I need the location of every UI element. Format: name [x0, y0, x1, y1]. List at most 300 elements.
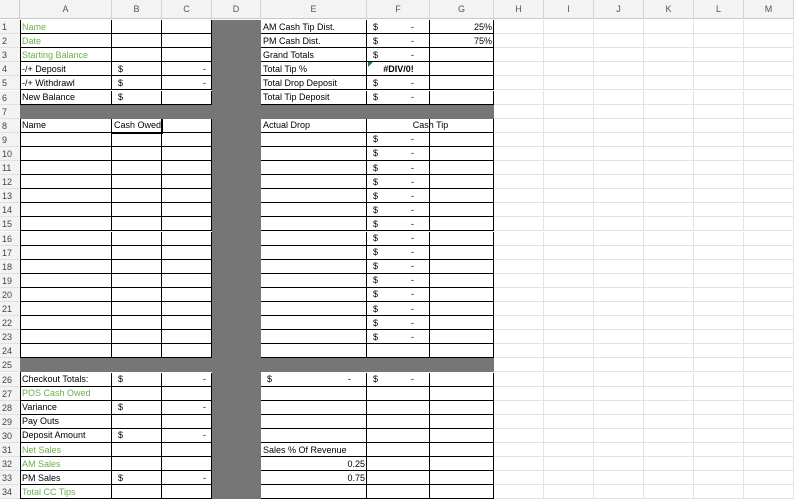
- cell-j34[interactable]: [594, 485, 644, 499]
- table-cell-a21[interactable]: [20, 302, 112, 316]
- cell-k28[interactable]: [644, 401, 694, 415]
- cell-j7[interactable]: [594, 105, 644, 119]
- cell-k5[interactable]: [644, 76, 694, 90]
- table-cell-c18[interactable]: [162, 260, 212, 274]
- table-cell-c34[interactable]: [162, 485, 212, 499]
- table-cell-g5[interactable]: [430, 76, 494, 90]
- table-cell-b18[interactable]: [112, 260, 162, 274]
- cell-i30[interactable]: [544, 429, 594, 443]
- row-header-31[interactable]: 31: [0, 443, 20, 457]
- cell-l8[interactable]: [694, 119, 744, 133]
- table-cell-c8[interactable]: [162, 119, 212, 133]
- cell-m34[interactable]: [744, 485, 794, 499]
- cell-i8[interactable]: [544, 119, 594, 133]
- table-cell-c6[interactable]: [162, 91, 212, 105]
- table-cell-g33[interactable]: [430, 471, 494, 485]
- cell-k17[interactable]: [644, 246, 694, 260]
- cell-m4[interactable]: [744, 62, 794, 76]
- table-cell-e21[interactable]: [261, 302, 367, 316]
- column-header-e[interactable]: E: [261, 0, 367, 19]
- cell-l19[interactable]: [694, 274, 744, 288]
- cell-l31[interactable]: [694, 443, 744, 457]
- row-header-30[interactable]: 30: [0, 429, 20, 443]
- table-cell-g31[interactable]: [430, 443, 494, 457]
- cell-i12[interactable]: [544, 175, 594, 189]
- table-cell-b1[interactable]: [112, 20, 162, 34]
- cell-l23[interactable]: [694, 330, 744, 344]
- cell-l21[interactable]: [694, 302, 744, 316]
- cell-j1[interactable]: [594, 20, 644, 34]
- table-cell-b14[interactable]: [112, 203, 162, 217]
- cell-i22[interactable]: [544, 316, 594, 330]
- row-header-22[interactable]: 22: [0, 316, 20, 330]
- cell-i23[interactable]: [544, 330, 594, 344]
- table-cell-b15[interactable]: [112, 217, 162, 231]
- table-cell-c14[interactable]: [162, 203, 212, 217]
- table-cell-e34[interactable]: [261, 485, 367, 499]
- table-cell-e29[interactable]: [261, 415, 367, 429]
- table-cell-e30[interactable]: [261, 429, 367, 443]
- cell-h2[interactable]: [494, 34, 544, 48]
- cell-h17[interactable]: [494, 246, 544, 260]
- table-cell-c13[interactable]: [162, 189, 212, 203]
- cell-l27[interactable]: [694, 387, 744, 401]
- cell-l16[interactable]: [694, 232, 744, 246]
- cell-m32[interactable]: [744, 457, 794, 471]
- cell-i27[interactable]: [544, 387, 594, 401]
- cell-i6[interactable]: [544, 91, 594, 105]
- table-cell-e28[interactable]: [261, 401, 367, 415]
- table-cell-e10[interactable]: [261, 147, 367, 161]
- table-cell-b11[interactable]: [112, 161, 162, 175]
- table-cell-b9[interactable]: [112, 133, 162, 147]
- cell-m10[interactable]: [744, 147, 794, 161]
- table-cell-f34[interactable]: [367, 485, 430, 499]
- cell-m17[interactable]: [744, 246, 794, 260]
- cell-j10[interactable]: [594, 147, 644, 161]
- cell-l13[interactable]: [694, 189, 744, 203]
- cell-h1[interactable]: [494, 20, 544, 34]
- cell-h8[interactable]: [494, 119, 544, 133]
- cell-j31[interactable]: [594, 443, 644, 457]
- table-cell-e12[interactable]: [261, 175, 367, 189]
- table-cell-a16[interactable]: [20, 232, 112, 246]
- cell-i21[interactable]: [544, 302, 594, 316]
- row-header-12[interactable]: 12: [0, 175, 20, 189]
- cell-j5[interactable]: [594, 76, 644, 90]
- table-cell-f33[interactable]: [367, 471, 430, 485]
- table-cell-c24[interactable]: [162, 344, 212, 358]
- cell-l17[interactable]: [694, 246, 744, 260]
- table-cell-c2[interactable]: [162, 34, 212, 48]
- cell-l28[interactable]: [694, 401, 744, 415]
- table-cell-g29[interactable]: [430, 415, 494, 429]
- cell-h33[interactable]: [494, 471, 544, 485]
- cell-i1[interactable]: [544, 20, 594, 34]
- table-cell-b23[interactable]: [112, 330, 162, 344]
- row-header-17[interactable]: 17: [0, 246, 20, 260]
- cell-l34[interactable]: [694, 485, 744, 499]
- row-header-6[interactable]: 6: [0, 91, 20, 105]
- cell-m29[interactable]: [744, 415, 794, 429]
- row-header-19[interactable]: 19: [0, 274, 20, 288]
- cell-h19[interactable]: [494, 274, 544, 288]
- table-cell-a11[interactable]: [20, 161, 112, 175]
- table-cell-g30[interactable]: [430, 429, 494, 443]
- table-cell-b31[interactable]: [112, 443, 162, 457]
- cell-i4[interactable]: [544, 62, 594, 76]
- cell-i29[interactable]: [544, 415, 594, 429]
- row-header-5[interactable]: 5: [0, 76, 20, 90]
- cell-i9[interactable]: [544, 133, 594, 147]
- cell-l10[interactable]: [694, 147, 744, 161]
- table-cell-b32[interactable]: [112, 457, 162, 471]
- table-cell-e15[interactable]: [261, 217, 367, 231]
- cell-k11[interactable]: [644, 161, 694, 175]
- cell-j23[interactable]: [594, 330, 644, 344]
- cell-m8[interactable]: [744, 119, 794, 133]
- row-header-10[interactable]: 10: [0, 147, 20, 161]
- cell-k1[interactable]: [644, 20, 694, 34]
- row-header-23[interactable]: 23: [0, 330, 20, 344]
- cell-k26[interactable]: [644, 373, 694, 387]
- table-cell-f32[interactable]: [367, 457, 430, 471]
- table-cell-c17[interactable]: [162, 246, 212, 260]
- table-cell-g26[interactable]: [430, 373, 494, 387]
- cell-m22[interactable]: [744, 316, 794, 330]
- table-cell-g13[interactable]: [430, 189, 494, 203]
- table-cell-a17[interactable]: [20, 246, 112, 260]
- cell-h18[interactable]: [494, 260, 544, 274]
- cell-h15[interactable]: [494, 217, 544, 231]
- cell-h3[interactable]: [494, 48, 544, 62]
- cell-m15[interactable]: [744, 217, 794, 231]
- cell-m24[interactable]: [744, 344, 794, 358]
- column-header-j[interactable]: J: [594, 0, 644, 19]
- table-cell-e24[interactable]: [261, 344, 367, 358]
- cell-m33[interactable]: [744, 471, 794, 485]
- cell-k30[interactable]: [644, 429, 694, 443]
- cell-h12[interactable]: [494, 175, 544, 189]
- cell-m12[interactable]: [744, 175, 794, 189]
- row-header-24[interactable]: 24: [0, 344, 20, 358]
- column-header-k[interactable]: K: [644, 0, 694, 19]
- table-cell-c27[interactable]: [162, 387, 212, 401]
- table-cell-c3[interactable]: [162, 48, 212, 62]
- cell-k18[interactable]: [644, 260, 694, 274]
- cell-i18[interactable]: [544, 260, 594, 274]
- cell-h26[interactable]: [494, 373, 544, 387]
- cell-j29[interactable]: [594, 415, 644, 429]
- cell-m28[interactable]: [744, 401, 794, 415]
- cell-h24[interactable]: [494, 344, 544, 358]
- row-header-33[interactable]: 33: [0, 471, 20, 485]
- cell-k24[interactable]: [644, 344, 694, 358]
- cell-k21[interactable]: [644, 302, 694, 316]
- cell-j22[interactable]: [594, 316, 644, 330]
- table-cell-c11[interactable]: [162, 161, 212, 175]
- cell-k29[interactable]: [644, 415, 694, 429]
- cell-m25[interactable]: [744, 358, 794, 372]
- cell-j28[interactable]: [594, 401, 644, 415]
- cell-i20[interactable]: [544, 288, 594, 302]
- table-cell-g24[interactable]: [430, 344, 494, 358]
- row-header-3[interactable]: 3: [0, 48, 20, 62]
- cell-h32[interactable]: [494, 457, 544, 471]
- cell-h13[interactable]: [494, 189, 544, 203]
- cell-j2[interactable]: [594, 34, 644, 48]
- cell-j25[interactable]: [594, 358, 644, 372]
- cell-l4[interactable]: [694, 62, 744, 76]
- table-cell-e11[interactable]: [261, 161, 367, 175]
- table-cell-g18[interactable]: [430, 260, 494, 274]
- cell-j11[interactable]: [594, 161, 644, 175]
- row-header-7[interactable]: 7: [0, 105, 20, 119]
- table-cell-b2[interactable]: [112, 34, 162, 48]
- cell-m20[interactable]: [744, 288, 794, 302]
- cell-h9[interactable]: [494, 133, 544, 147]
- row-header-15[interactable]: 15: [0, 217, 20, 231]
- table-cell-c16[interactable]: [162, 232, 212, 246]
- table-cell-c19[interactable]: [162, 274, 212, 288]
- cell-h4[interactable]: [494, 62, 544, 76]
- column-header-l[interactable]: L: [694, 0, 744, 19]
- table-cell-g14[interactable]: [430, 203, 494, 217]
- cell-j18[interactable]: [594, 260, 644, 274]
- table-cell-a22[interactable]: [20, 316, 112, 330]
- table-cell-f29[interactable]: [367, 415, 430, 429]
- table-cell-c9[interactable]: [162, 133, 212, 147]
- cell-l26[interactable]: [694, 373, 744, 387]
- table-cell-g28[interactable]: [430, 401, 494, 415]
- table-cell-g21[interactable]: [430, 302, 494, 316]
- column-header-c[interactable]: C: [162, 0, 212, 19]
- cell-l22[interactable]: [694, 316, 744, 330]
- table-cell-g34[interactable]: [430, 485, 494, 499]
- table-cell-e17[interactable]: [261, 246, 367, 260]
- cell-h30[interactable]: [494, 429, 544, 443]
- cell-l25[interactable]: [694, 358, 744, 372]
- cell-m31[interactable]: [744, 443, 794, 457]
- cell-h16[interactable]: [494, 232, 544, 246]
- cell-k33[interactable]: [644, 471, 694, 485]
- cell-l33[interactable]: [694, 471, 744, 485]
- table-cell-b20[interactable]: [112, 288, 162, 302]
- cell-k25[interactable]: [644, 358, 694, 372]
- table-cell-g10[interactable]: [430, 147, 494, 161]
- row-header-18[interactable]: 18: [0, 260, 20, 274]
- table-cell-b17[interactable]: [112, 246, 162, 260]
- cell-m21[interactable]: [744, 302, 794, 316]
- cell-l1[interactable]: [694, 20, 744, 34]
- cell-k12[interactable]: [644, 175, 694, 189]
- cell-h5[interactable]: [494, 76, 544, 90]
- table-cell-c32[interactable]: [162, 457, 212, 471]
- table-cell-c20[interactable]: [162, 288, 212, 302]
- cell-k2[interactable]: [644, 34, 694, 48]
- cell-k22[interactable]: [644, 316, 694, 330]
- cell-k6[interactable]: [644, 91, 694, 105]
- cell-j30[interactable]: [594, 429, 644, 443]
- cell-i16[interactable]: [544, 232, 594, 246]
- table-cell-c15[interactable]: [162, 217, 212, 231]
- table-cell-g4[interactable]: [430, 62, 494, 76]
- cell-k9[interactable]: [644, 133, 694, 147]
- cell-k13[interactable]: [644, 189, 694, 203]
- cell-h6[interactable]: [494, 91, 544, 105]
- cell-k4[interactable]: [644, 62, 694, 76]
- table-cell-a15[interactable]: [20, 217, 112, 231]
- table-cell-g20[interactable]: [430, 288, 494, 302]
- table-cell-f27[interactable]: [367, 387, 430, 401]
- cell-h23[interactable]: [494, 330, 544, 344]
- cell-j15[interactable]: [594, 217, 644, 231]
- cell-m19[interactable]: [744, 274, 794, 288]
- cell-i25[interactable]: [544, 358, 594, 372]
- cell-m2[interactable]: [744, 34, 794, 48]
- cell-i17[interactable]: [544, 246, 594, 260]
- cell-j3[interactable]: [594, 48, 644, 62]
- cell-j33[interactable]: [594, 471, 644, 485]
- cell-m3[interactable]: [744, 48, 794, 62]
- cell-j17[interactable]: [594, 246, 644, 260]
- row-header-27[interactable]: 27: [0, 387, 20, 401]
- cell-i7[interactable]: [544, 105, 594, 119]
- table-cell-e20[interactable]: [261, 288, 367, 302]
- row-header-34[interactable]: 34: [0, 485, 20, 499]
- cell-l6[interactable]: [694, 91, 744, 105]
- cell-i11[interactable]: [544, 161, 594, 175]
- table-cell-g12[interactable]: [430, 175, 494, 189]
- table-cell-c21[interactable]: [162, 302, 212, 316]
- cell-h22[interactable]: [494, 316, 544, 330]
- cell-i10[interactable]: [544, 147, 594, 161]
- table-cell-g17[interactable]: [430, 246, 494, 260]
- cell-j12[interactable]: [594, 175, 644, 189]
- table-cell-b13[interactable]: [112, 189, 162, 203]
- cell-h31[interactable]: [494, 443, 544, 457]
- cell-i32[interactable]: [544, 457, 594, 471]
- table-cell-e18[interactable]: [261, 260, 367, 274]
- cell-l29[interactable]: [694, 415, 744, 429]
- cell-h21[interactable]: [494, 302, 544, 316]
- cell-j24[interactable]: [594, 344, 644, 358]
- row-header-28[interactable]: 28: [0, 401, 20, 415]
- row-header-20[interactable]: 20: [0, 288, 20, 302]
- cell-j13[interactable]: [594, 189, 644, 203]
- row-header-1[interactable]: 1: [0, 20, 20, 34]
- cell-m30[interactable]: [744, 429, 794, 443]
- cell-k34[interactable]: [644, 485, 694, 499]
- cell-l5[interactable]: [694, 76, 744, 90]
- table-cell-g23[interactable]: [430, 330, 494, 344]
- cell-h11[interactable]: [494, 161, 544, 175]
- cell-l3[interactable]: [694, 48, 744, 62]
- cell-m5[interactable]: [744, 76, 794, 90]
- cell-m23[interactable]: [744, 330, 794, 344]
- table-cell-e23[interactable]: [261, 330, 367, 344]
- table-cell-b16[interactable]: [112, 232, 162, 246]
- cell-l12[interactable]: [694, 175, 744, 189]
- cell-h10[interactable]: [494, 147, 544, 161]
- column-header-g[interactable]: G: [430, 0, 494, 19]
- row-header-9[interactable]: 9: [0, 133, 20, 147]
- cell-j6[interactable]: [594, 91, 644, 105]
- column-header-b[interactable]: B: [112, 0, 162, 19]
- cell-m13[interactable]: [744, 189, 794, 203]
- cell-j26[interactable]: [594, 373, 644, 387]
- cell-i5[interactable]: [544, 76, 594, 90]
- table-cell-c12[interactable]: [162, 175, 212, 189]
- table-cell-a20[interactable]: [20, 288, 112, 302]
- table-cell-g27[interactable]: [430, 387, 494, 401]
- cell-j19[interactable]: [594, 274, 644, 288]
- cell-k16[interactable]: [644, 232, 694, 246]
- table-cell-a24[interactable]: [20, 344, 112, 358]
- select-all-corner[interactable]: [0, 0, 20, 19]
- table-cell-g22[interactable]: [430, 316, 494, 330]
- cell-h14[interactable]: [494, 203, 544, 217]
- cell-l9[interactable]: [694, 133, 744, 147]
- cell-l14[interactable]: [694, 203, 744, 217]
- cell-i28[interactable]: [544, 401, 594, 415]
- cell-i31[interactable]: [544, 443, 594, 457]
- table-cell-e19[interactable]: [261, 274, 367, 288]
- cell-k7[interactable]: [644, 105, 694, 119]
- cell-l32[interactable]: [694, 457, 744, 471]
- cell-j16[interactable]: [594, 232, 644, 246]
- cell-l18[interactable]: [694, 260, 744, 274]
- cell-k14[interactable]: [644, 203, 694, 217]
- active-cell-b8[interactable]: [112, 119, 163, 134]
- cell-l11[interactable]: [694, 161, 744, 175]
- cell-h34[interactable]: [494, 485, 544, 499]
- cell-j21[interactable]: [594, 302, 644, 316]
- table-cell-b27[interactable]: [112, 387, 162, 401]
- column-header-i[interactable]: I: [544, 0, 594, 19]
- table-cell-g6[interactable]: [430, 91, 494, 105]
- row-header-29[interactable]: 29: [0, 415, 20, 429]
- cell-k20[interactable]: [644, 288, 694, 302]
- table-cell-f30[interactable]: [367, 429, 430, 443]
- table-cell-f28[interactable]: [367, 401, 430, 415]
- table-cell-c23[interactable]: [162, 330, 212, 344]
- table-cell-c22[interactable]: [162, 316, 212, 330]
- cell-k8[interactable]: [644, 119, 694, 133]
- table-cell-a9[interactable]: [20, 133, 112, 147]
- cell-j8[interactable]: [594, 119, 644, 133]
- table-cell-c10[interactable]: [162, 147, 212, 161]
- row-header-16[interactable]: 16: [0, 232, 20, 246]
- cell-h25[interactable]: [494, 358, 544, 372]
- cell-k19[interactable]: [644, 274, 694, 288]
- cell-j20[interactable]: [594, 288, 644, 302]
- table-cell-g11[interactable]: [430, 161, 494, 175]
- table-cell-a10[interactable]: [20, 147, 112, 161]
- table-cell-b34[interactable]: [112, 485, 162, 499]
- cell-k3[interactable]: [644, 48, 694, 62]
- cell-m1[interactable]: [744, 20, 794, 34]
- cell-l24[interactable]: [694, 344, 744, 358]
- column-header-m[interactable]: M: [744, 0, 794, 19]
- cell-h20[interactable]: [494, 288, 544, 302]
- table-cell-g9[interactable]: [430, 133, 494, 147]
- row-header-13[interactable]: 13: [0, 189, 20, 203]
- table-cell-b12[interactable]: [112, 175, 162, 189]
- table-cell-b29[interactable]: [112, 415, 162, 429]
- cell-i33[interactable]: [544, 471, 594, 485]
- table-cell-b10[interactable]: [112, 147, 162, 161]
